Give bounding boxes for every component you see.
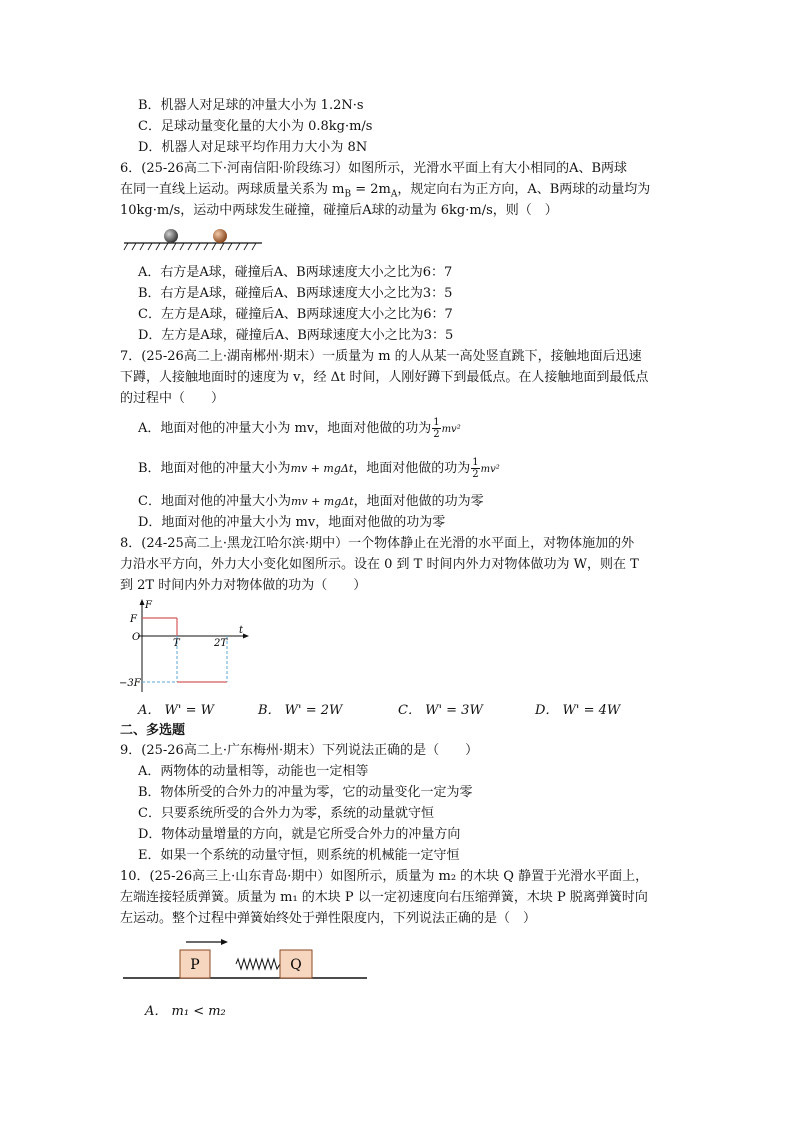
q6-line2-end: ，规定向右为正方向，A、B两球的动量均为 [397,182,651,197]
q9-option-d: D．物体动量增量的方向，就是它所受合外力的冲量方向 [138,827,461,842]
q6-line2-text: 在同一直线上运动。两球质量关系为 m [120,182,345,197]
q6-option-d: D．左方是A球，碰撞后A、B两球速度大小之比为3：5 [138,328,454,343]
ball-left [164,229,178,243]
q8-option-c: C． W' = 3W [398,703,483,718]
q6-option-b: B．右方是A球，碰撞后A、B两球速度大小之比为3：5 [138,286,453,301]
section-heading-multiple-choice: 二、多选题 [120,723,186,738]
q6-sub-b: B [344,189,352,200]
graph-ylabel: F [145,600,152,611]
q7-option-b [138,456,500,483]
q9-option-b: B．物体所受的合外力的冲量为零，它的动量变化一定为零 [138,785,473,800]
q7-b-mv2: mv² [480,464,500,475]
q6-option-a: A．右方是A球，碰撞后A、B两球速度大小之比为6：7 [138,265,453,280]
q8-force-time-graph [118,598,252,694]
graph-tick-t: T [173,638,180,649]
q7-stem-line1: 7．(25-26高二上·湖南郴州·期末）一质量为 m 的人从某一高处竖直跳下，接触地面后迅速 [120,349,642,364]
ball-right [213,229,227,243]
q8-stem-line3: 到 2T 时间内外力对物体做的功为（ ） [120,578,367,593]
q8-stem-line1: 8．(24-25高二上·黑龙江哈尔滨·期中）一个物体静止在光滑的水平面上，对物体施加的外 [120,536,635,551]
graph-xlabel: t [239,625,244,636]
frac-denominator: 2 [472,469,479,480]
q10-spring-blocks-figure [120,934,370,982]
q10-stem-line2: 左端连接轻质弹簧。质量为 m₁ 的木块 P 以一定初速度向右压缩弹簧，木块 P 脱离弹簧时向 [120,890,648,905]
q7-b-fraction [471,457,479,480]
q7-option-a [138,416,461,443]
q5-option-d: D．机器人对足球平均作用力大小为 8N [138,140,368,155]
q6-two-balls-figure [122,225,264,255]
graph-tick-2t: 2T [214,638,228,649]
q8-stem-line2: 力沿水平方向，外力大小变化如图所示。设在 0 到 T 时间内外力对物体做功为 W，则在 T [120,557,639,572]
y-axis-arrow [140,599,145,605]
q8-option-b: B． W' = 2W [258,703,343,718]
q7-a-mv2: mv² [441,424,461,435]
q7-a-fraction [432,417,440,440]
q7-option-c [138,492,484,512]
q5-option-c: C．足球动量变化量的大小为 0.8kg·m/s [138,119,373,134]
graph-tick-neg3f: −3F [119,678,141,689]
frac-numerator: 1 [472,457,479,468]
graph-origin: O [132,632,141,643]
q10-stem-line1: 10．(25-26高三上·山东青岛·期中）如图所示，质量为 m₂ 的木块 Q 静置于光滑水平面上， [120,869,649,884]
q9-option-a: A．两物体的动量相等，动能也一定相等 [138,764,369,779]
q7-stem-line3: 的过程中（ ） [120,391,225,406]
q10-stem-line3: 左运动。整个过程中弹簧始终处于弹性限度内，下列说法正确的是（ ） [120,911,537,926]
block-q-label: Q [290,957,302,973]
q6-option-c: C．左方是A球，碰撞后A、B两球速度大小之比为6：7 [138,307,453,322]
q7-option-d: D．地面对他的冲量大小为 mv，地面对他做的功为零 [138,515,446,530]
x-axis-arrow [243,634,249,639]
q5-option-b: B．机器人对足球的冲量大小为 1.2N·s [138,98,364,113]
q6-stem-line1: 6．(25-26高二下·河南信阳·阶段练习）如图所示，光滑水平面上有大小相同的A、B两球 [120,161,628,176]
q7-c-formula: mv + mgΔt [290,495,354,508]
q7-b-text: B．地面对他的冲量大小为 [138,461,291,476]
q8-option-d: D． W' = 4W [535,703,621,718]
q9-stem: 9．(25-26高二上·广东梅州·期末）下列说法正确的是（ ） [120,743,479,758]
q7-c-text2: ，地面对他做的功为零 [353,494,484,509]
q9-option-c: C．只要系统所受的合外力为零，系统的动量就守恒 [138,806,434,821]
q6-sub-a: A [390,189,398,200]
frac-denominator: 2 [433,429,440,440]
spring [236,959,280,969]
q9-option-e: E．如果一个系统的动量守恒，则系统的机械能一定守恒 [138,848,460,863]
q7-b-text2: ，地面对他做的功为 [353,461,471,476]
q7-a-text: A．地面对他的冲量大小为 mv，地面对他做的功为 [138,421,432,436]
q6-stem-line3: 10kg·m/s，运动中两球发生碰撞，碰撞后A球的动量为 6kg·m/s，则（ ） [120,203,558,218]
q7-b-formula: mv + mgΔt [290,462,354,475]
q10-option-a: A． m₁ < m₂ [145,1004,226,1019]
q7-stem-line2: 下蹲，人接触地面时的速度为 v，经 Δt 时间，人刚好蹲下到最低点。在人接触地面到最低点 [120,370,649,385]
block-p-label: P [190,957,200,973]
q8-option-a: A． W' = W [138,703,214,718]
frac-numerator: 1 [433,417,440,428]
velocity-arrow-head [221,939,228,945]
ground-hatch [124,243,256,250]
q7-c-text: C．地面对他的冲量大小为 [138,494,291,509]
graph-tick-f: F [130,614,137,625]
q6-line2-mid: = 2m [351,182,391,197]
